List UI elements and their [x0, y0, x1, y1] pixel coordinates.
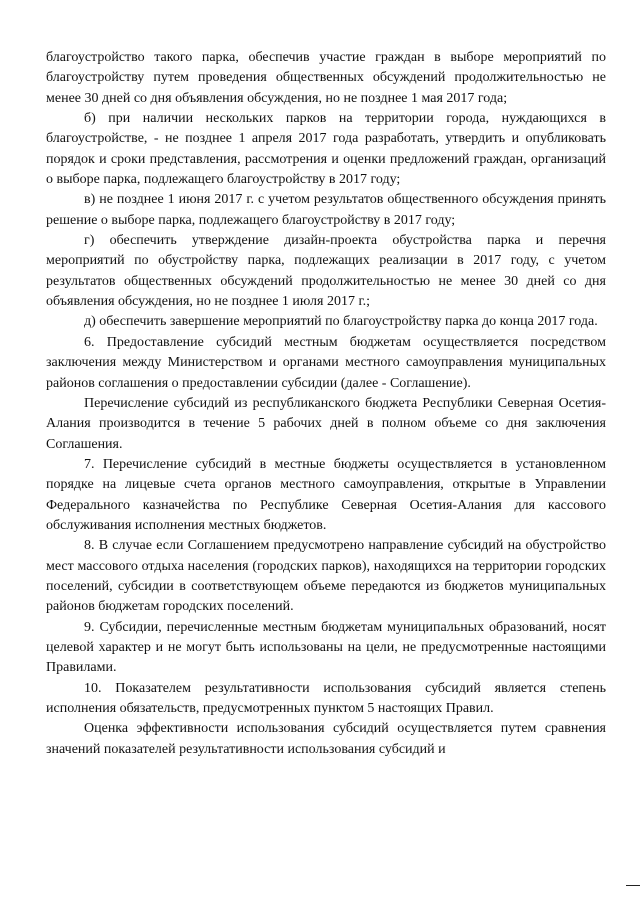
document-body [46, 48, 606, 760]
paragraph-item-b: б) при наличии нескольких парков на территории города, нуждающихся в благоустройстве, - не позднее 1 апреля 2017 года разработать, утвердить и опубликовать порядок и сроки представления, рассмотрения и оценки предложений граждан, организаций о выборе парка, подлежащего благоустройству в 2017 году; [46, 111, 606, 188]
paragraph-item-v: в) не позднее 1 июня 2017 г. с учетом результатов общественного обсуждения принять решение о выборе парка, подлежащего благоустройству в 2017 году; [46, 192, 606, 228]
paragraph-evaluation: Оценка эффективности использования субсидий осуществляется путем сравнения значений показателей результативности использования субсидий и [46, 721, 606, 757]
paragraph-point-10: 10. Показателем результативности использования субсидий является степень исполнения обязательств, предусмотренных пунктом 5 настоящих Правил. [46, 680, 606, 716]
paragraph-point-7: 7. Перечисление субсидий в местные бюджеты осуществляется в установленном порядке на лицевые счета органов местного самоуправления, открытые в Управлении Федерального казначейства по Республике Северная Осетия-Алания для кассового обслуживания исполнения местных бюджетов. [46, 456, 606, 533]
paragraph-transfer: Перечисление субсидий из республиканского бюджета Республики Северная Осетия-Алания производится в течение 5 рабочих дней в полном объеме со дня заключения Соглашения. [46, 395, 606, 452]
paragraph-item-d: д) обеспечить завершение мероприятий по благоустройству парка до конца 2017 года. [84, 314, 598, 330]
page-edge-mark [626, 885, 640, 886]
paragraph-point-9: 9. Субсидии, перечисленные местным бюджетам муниципальных образований, носят целевой характер и не могут быть использованы на цели, не предусмотренные настоящими Правилами. [46, 619, 606, 676]
paragraph-item-g: г) обеспечить утверждение дизайн-проекта обустройства парка и перечня мероприятий по обустройству парка, подлежащих реализации в 2017 году, с учетом результатов общественных обсуждений продолжительностью не менее 30 дней со дня объявления обсуждения, но не позднее 1 июля 2017 г.; [46, 233, 606, 310]
paragraph-point-8: 8. В случае если Соглашением предусмотрено направление субсидий на обустройство мест массового отдыха населения (городских парков), находящихся на территории городских поселений, субсидии в соответствующем объеме передаются из бюджетов муниципальных районов бюджетам городских поселений. [46, 538, 606, 615]
paragraph-point-6: 6. Предоставление субсидий местным бюджетам осуществляется посредством заключения между Министерством и органами местного самоуправления муниципальных районов соглашения о предоставлении субсидии (далее - Соглашение). [46, 334, 606, 391]
paragraph-continuation: благоустройство такого парка, обеспечив участие граждан в выборе мероприятий по благоустройству путем проведения общественных обсуждений продолжительностью не менее 30 дней со дня объявления обсуждения, но не позднее 1 мая 2017 года; [46, 50, 606, 106]
